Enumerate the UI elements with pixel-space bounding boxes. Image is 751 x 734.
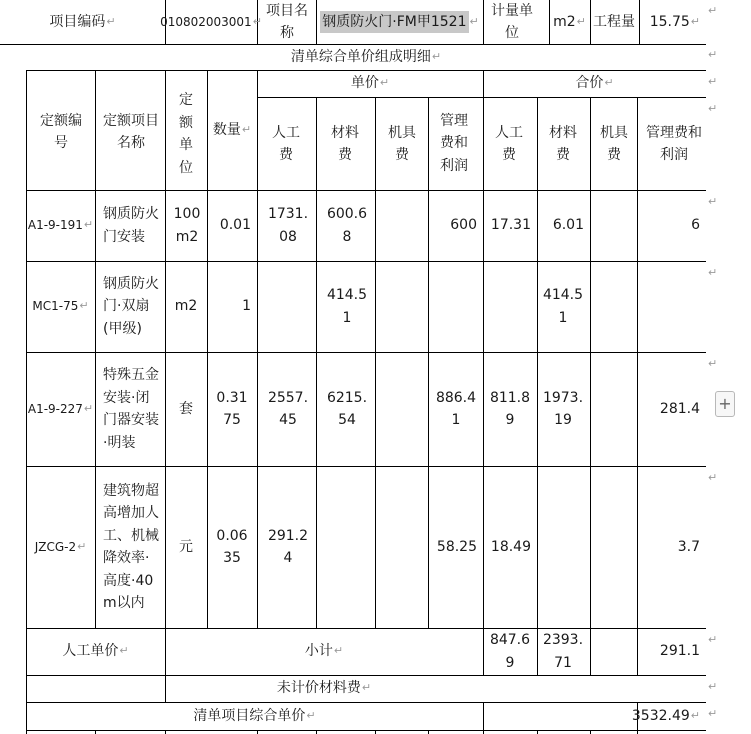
row1-unit: 100m2 [173, 206, 201, 245]
svg-text:↵: ↵ [708, 357, 718, 370]
col-header-quota-code: 定额编号 [40, 112, 82, 151]
project-name-value: 钢质防火门·FM甲1521 ↵ [316, 0, 483, 44]
col-header-machine-total: 机具费 [600, 124, 628, 163]
col-header-quantity: 数量 ↵ [212, 121, 252, 138]
row2-material: 414.51 [326, 287, 368, 326]
labor-unit-price-label: 人工单价 ↵ [62, 643, 129, 660]
col-header-labor-total: 人工费 [495, 124, 523, 163]
subtotal-material-total: 2393.71 [542, 632, 584, 671]
row4-mgmt: 58.25 [436, 538, 477, 555]
svg-text:↵: ↵ [708, 75, 718, 88]
row3-machine-total [590, 352, 637, 466]
row4-material-total [537, 466, 590, 628]
row2-unit: m2 [174, 298, 198, 315]
subtotal-mgmt-total: 291.1 [659, 643, 700, 660]
row4-unit: 元 [179, 538, 193, 555]
row4-machine-total [590, 466, 637, 628]
col-header-mgmt-total: 管理费和利润 [646, 124, 702, 163]
col-header-material-total: 材料费 [549, 124, 577, 163]
add-row-button[interactable]: + [715, 391, 735, 417]
row2-name: 钢质防火门·双扇(甲级) [103, 275, 159, 337]
row3-unit: 套 [179, 400, 193, 417]
row2-material-total: 414.51 [542, 287, 584, 326]
row4-labor-total: 18.49 [490, 538, 531, 555]
row2-labor-total [483, 261, 537, 352]
unit-value: m2 ↵ [553, 13, 586, 30]
group-header-unit-price: 单价 ↵ [350, 75, 390, 92]
composite-price-value: 3532.49 ↵ [631, 707, 700, 724]
svg-text:↵: ↵ [708, 707, 718, 720]
row4-qty: 0.0635 [216, 527, 248, 566]
row1-labor-total: 17.31 [490, 217, 531, 234]
unit-label: 计量单位 [491, 2, 533, 41]
row3-material: 6215.54 [326, 389, 368, 428]
subtotal-label: 小计 ↵ [304, 643, 344, 660]
row3-machine [375, 352, 428, 466]
col-header-labor: 人工费 [272, 124, 300, 163]
row4-name: 建筑物超高增加人工、机械降效率·高度·40m以内 [103, 482, 159, 611]
row1-name: 钢质防火门安装 [103, 206, 159, 245]
row2-qty: 1 [242, 298, 251, 315]
row2-machine-total [590, 261, 637, 352]
project-code-value: 010802003001 ↵ [160, 14, 262, 29]
svg-text:↵: ↵ [708, 195, 718, 208]
row1-code: A1-9-191 ↵ [27, 218, 94, 233]
row4-material [316, 466, 375, 628]
row3-mgmt-total: 281.4 [659, 400, 700, 417]
row3-qty: 0.3175 [216, 389, 248, 428]
composite-price-label: 清单项目综合单价 ↵ [193, 707, 316, 724]
svg-text:↵: ↵ [708, 471, 718, 484]
section-title: 清单综合单价组成明细 ↵ [290, 48, 442, 65]
row-end-marks [708, 4, 717, 720]
row4-mgmt-total: 3.7 [677, 538, 700, 555]
row1-material: 600.68 [326, 206, 368, 245]
col-header-quota-unit: 定额单位 [179, 92, 193, 176]
svg-text:↵: ↵ [708, 266, 718, 279]
group-header-total-price: 合价 ↵ [575, 75, 614, 92]
row3-name: 特殊五金安装·闭门器安装·明装 [103, 367, 159, 451]
row4-machine [375, 466, 428, 628]
row3-labor: 2557.45 [267, 389, 309, 428]
project-code-label: 项目编码 ↵ [49, 13, 116, 30]
row4-code: JZCG-2 ↵ [34, 539, 87, 554]
svg-text:↵: ↵ [708, 102, 718, 115]
row3-mgmt: 886.41 [435, 389, 477, 428]
row3-code: A1-9-227 ↵ [27, 401, 94, 416]
row1-machine-total [590, 190, 637, 261]
col-header-quota-name: 定额项目名称 [103, 112, 159, 151]
row1-mgmt-total: 6 [691, 217, 700, 234]
quantity-label: 工程量 [593, 13, 635, 30]
svg-text:↵: ↵ [708, 680, 718, 693]
row1-machine [375, 190, 428, 261]
unpriced-material-label: 未计价材料费 ↵ [276, 680, 372, 697]
row4-labor: 291.24 [267, 527, 309, 566]
row3-material-total: 1973.19 [542, 389, 584, 428]
row3-labor-total: 811.89 [489, 389, 531, 428]
svg-text:↵: ↵ [708, 633, 718, 646]
subtotal-labor-total: 847.69 [489, 632, 531, 671]
row2-mgmt [428, 261, 483, 352]
row2-mgmt-total [637, 261, 706, 352]
row2-machine [375, 261, 428, 352]
row1-qty: 0.01 [219, 217, 251, 234]
row1-material-total: 6.01 [552, 217, 584, 234]
row1-labor: 1731.08 [267, 206, 309, 245]
col-header-mgmt: 管理费和利润 [440, 112, 468, 174]
row2-code: MC1-75 ↵ [32, 299, 89, 314]
row1-mgmt: 600 [450, 217, 477, 234]
svg-text:↵: ↵ [708, 48, 718, 61]
subtotal-machine-total [590, 628, 637, 675]
quantity-value: 15.75 ↵ [649, 13, 700, 30]
col-header-machine: 机具费 [388, 124, 416, 163]
row2-labor [257, 261, 316, 352]
project-name-label: 项目名称 [266, 2, 308, 41]
col-header-material: 材料费 [331, 124, 359, 163]
svg-text:↵: ↵ [708, 4, 718, 17]
